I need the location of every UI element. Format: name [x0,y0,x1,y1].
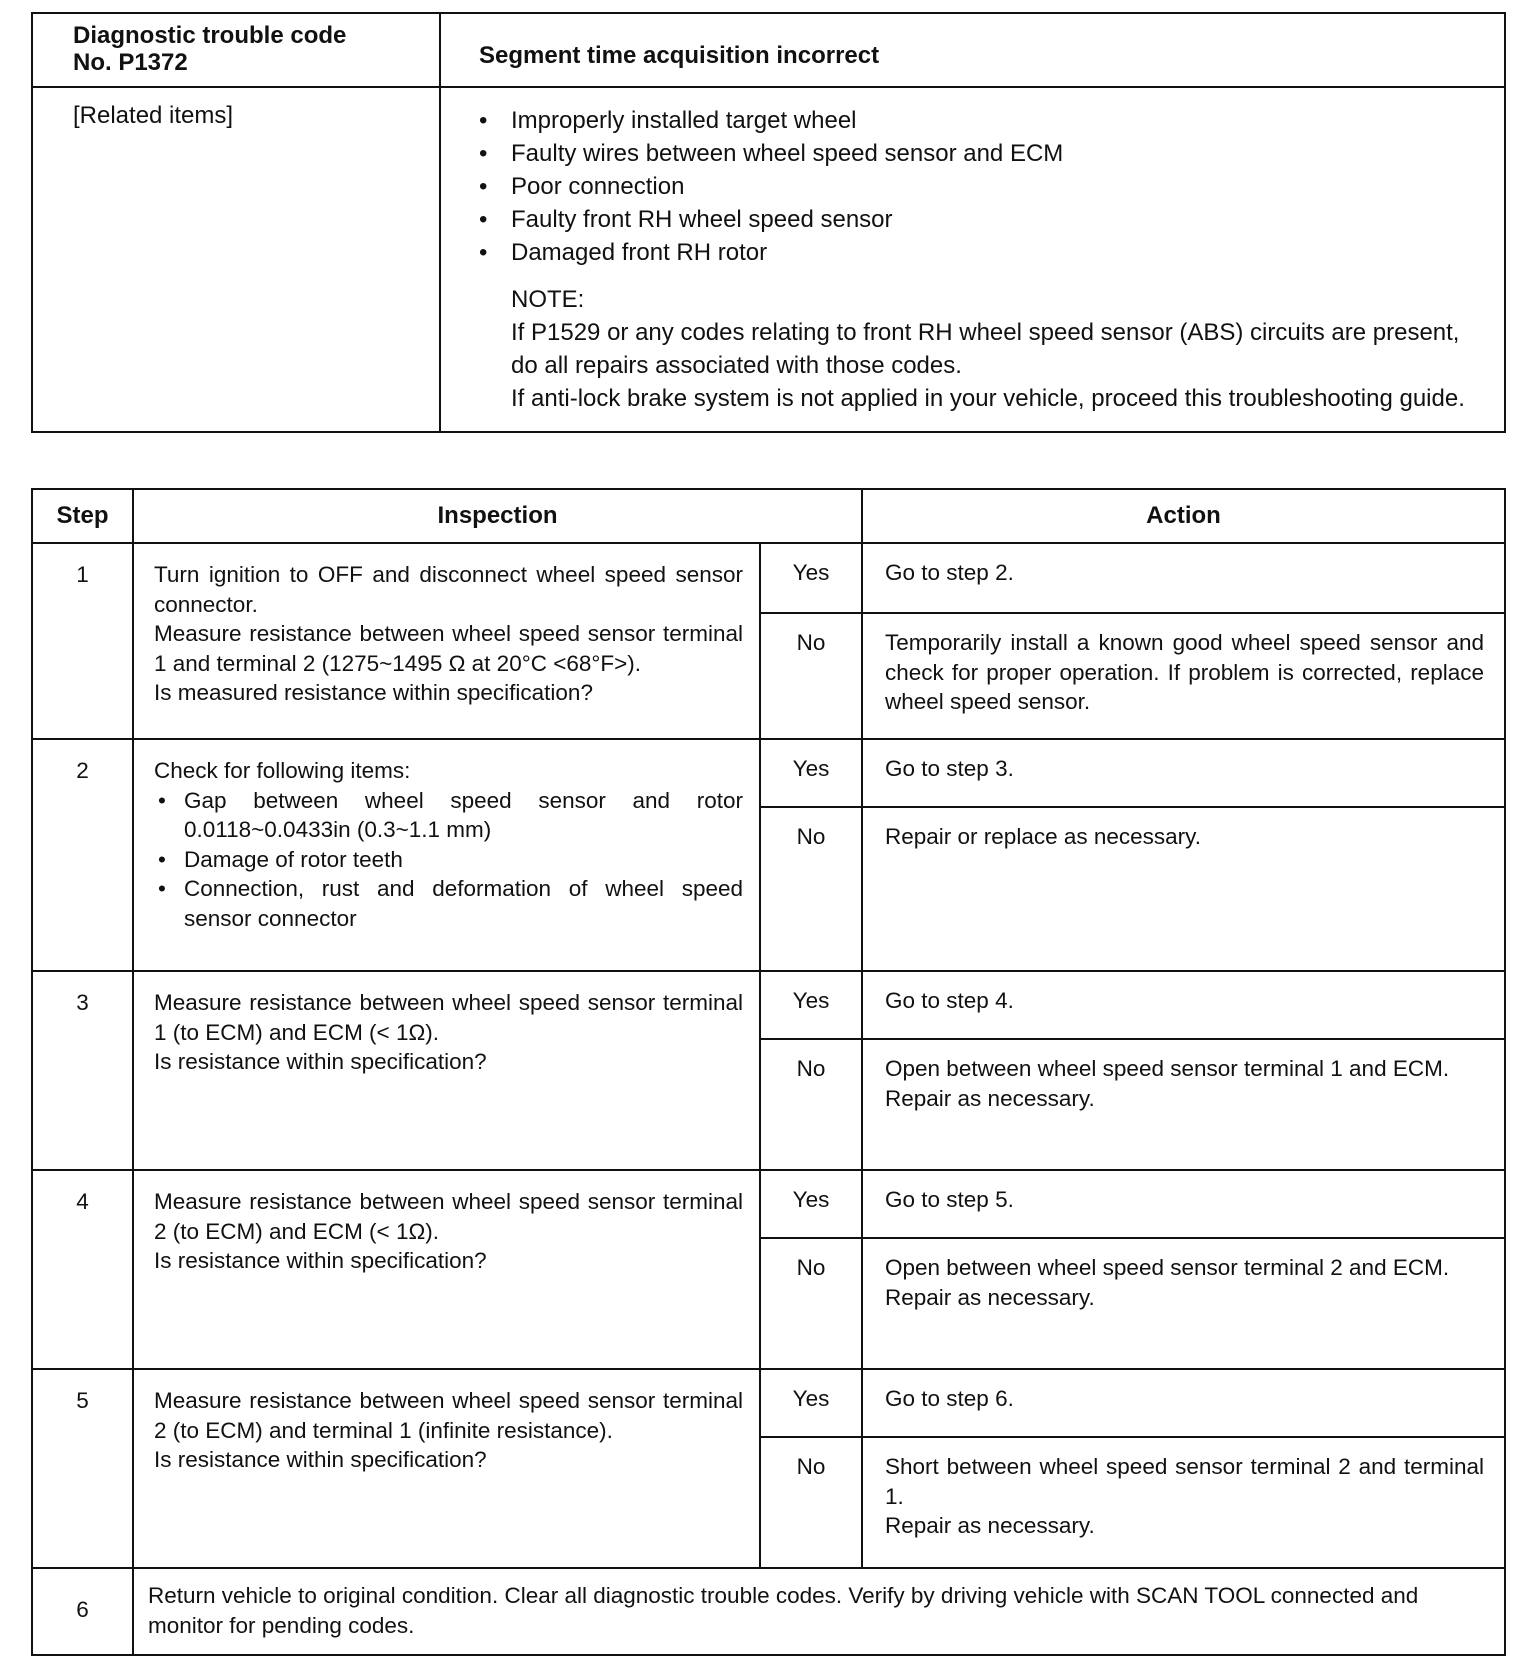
step-row [32,739,1505,807]
related-item: • Faulty front RH wheel speed sensor [475,203,1486,236]
no-label: No [760,1039,862,1170]
inspection-line: Is resistance within specification? [154,1248,487,1273]
related-items-body [440,87,1505,432]
step-inspection [133,1170,760,1369]
step-inspection [133,971,760,1170]
no-action-line: Repair as necessary. [885,1284,1095,1310]
no-label: No [760,1437,862,1568]
yes-label: Yes [760,971,862,1039]
related-item: • Damaged front RH rotor [475,236,1486,269]
dtc-code-number: No. P1372 [73,49,188,76]
step-number: 3 [32,971,133,1170]
inspection-line: Measure resistance between wheel speed sensor terminal 1 (to ECM) and ECM (< 1Ω). [154,990,743,1045]
yes-label: Yes [760,1369,862,1437]
inspection-item: • Damage of rotor teeth [154,845,743,875]
dtc-title-row [32,13,1505,87]
note-line-1: If P1529 or any codes relating to front RH wheel speed sensor (ABS) circuits are present, do all repairs associated with those codes. [511,319,1460,379]
inspection-column-header: Inspection [133,489,862,543]
step-number: 2 [32,739,133,971]
yes-action: Go to step 5. [862,1170,1505,1238]
yes-action: Go to step 2. [862,543,1505,613]
inspection-item: • Connection, rust and deformation of wheel speed sensor connector [154,874,743,933]
dtc-header-table [31,12,1506,433]
no-action-line: Repair as necessary. [885,1513,1095,1538]
no-action-line: Open between wheel speed sensor terminal 1 and ECM. [885,1056,1450,1081]
no-label: No [760,613,862,739]
dtc-code-label [32,13,440,87]
inspection-line: Measure resistance between wheel speed sensor terminal 1 and terminal 2 (1275~1495 Ω at 20°C <68°F>). [154,621,743,676]
note-line-2: If anti-lock brake system is not applied in your vehicle, proceed this troubleshooting guide. [511,385,1465,412]
related-item: • Improperly installed target wheel [475,104,1486,137]
no-action: Temporarily install a known good wheel speed sensor and check for proper operation. If problem is corrected, replace wheel speed sensor. [862,613,1505,739]
yes-label: Yes [760,739,862,807]
inspection-item: • Gap between wheel speed sensor and rotor 0.0118~0.0433in (0.3~1.1 mm) [154,786,743,845]
no-action [862,1238,1505,1369]
yes-label: Yes [760,543,862,613]
step-number: 6 [32,1568,133,1655]
related-item: • Faulty wires between wheel speed sensor and ECM [475,137,1486,170]
step-number: 1 [32,543,133,739]
yes-action: Go to step 3. [862,739,1505,807]
action-column-header: Action [862,489,1505,543]
inspection-line: Is measured resistance within specification? [154,680,593,705]
step-inspection [133,1369,760,1568]
dtc-label-line1: Diagnostic trouble code [73,22,347,49]
step-row [32,971,1505,1039]
no-label: No [760,807,862,971]
step-inspection [133,739,760,971]
inspection-line: Measure resistance between wheel speed sensor terminal 2 (to ECM) and ECM (< 1Ω). [154,1189,743,1244]
related-items-row [32,87,1505,432]
step-row [32,1369,1505,1437]
troubleshooting-steps-table [31,488,1506,1656]
inspection-intro: Check for following items: [154,758,411,783]
yes-action: Go to step 4. [862,971,1505,1039]
step-row [32,543,1505,613]
inspection-line: Turn ignition to OFF and disconnect wheel speed sensor connector. [154,562,743,617]
inspection-items-list [154,786,743,934]
no-action-line: Short between wheel speed sensor terminal 2 and terminal 1. [885,1454,1484,1509]
note-title: NOTE: [511,286,585,313]
related-items-label: [Related items] [32,87,440,432]
no-action [862,1437,1505,1568]
yes-action: Go to step 6. [862,1369,1505,1437]
yes-label: Yes [760,1170,862,1238]
step-number: 5 [32,1369,133,1568]
final-step-text: Return vehicle to original condition. Clear all diagnostic trouble codes. Verify by driving vehicle with SCAN TOOL connected and monitor for pending codes. [133,1568,1505,1655]
no-label: No [760,1238,862,1369]
inspection-line: Measure resistance between wheel speed sensor terminal 2 (to ECM) and terminal 1 (infinite resistance). [154,1388,743,1443]
no-action: Repair or replace as necessary. [862,807,1505,971]
dtc-title: Segment time acquisition incorrect [440,13,1505,87]
no-action-line: Repair as necessary. [885,1085,1095,1111]
no-action [862,1039,1505,1170]
step-number: 4 [32,1170,133,1369]
related-items-list [475,104,1486,269]
inspection-line: Is resistance within specification? [154,1049,487,1074]
no-action-line: Open between wheel speed sensor terminal 2 and ECM. [885,1255,1450,1280]
step-row [32,1170,1505,1238]
steps-header-row [32,489,1505,543]
note-block [475,283,1486,415]
related-item: • Poor connection [475,170,1486,203]
inspection-line: Is resistance within specification? [154,1447,487,1472]
step-column-header: Step [32,489,133,543]
step-inspection [133,543,760,739]
step-row-final [32,1568,1505,1655]
